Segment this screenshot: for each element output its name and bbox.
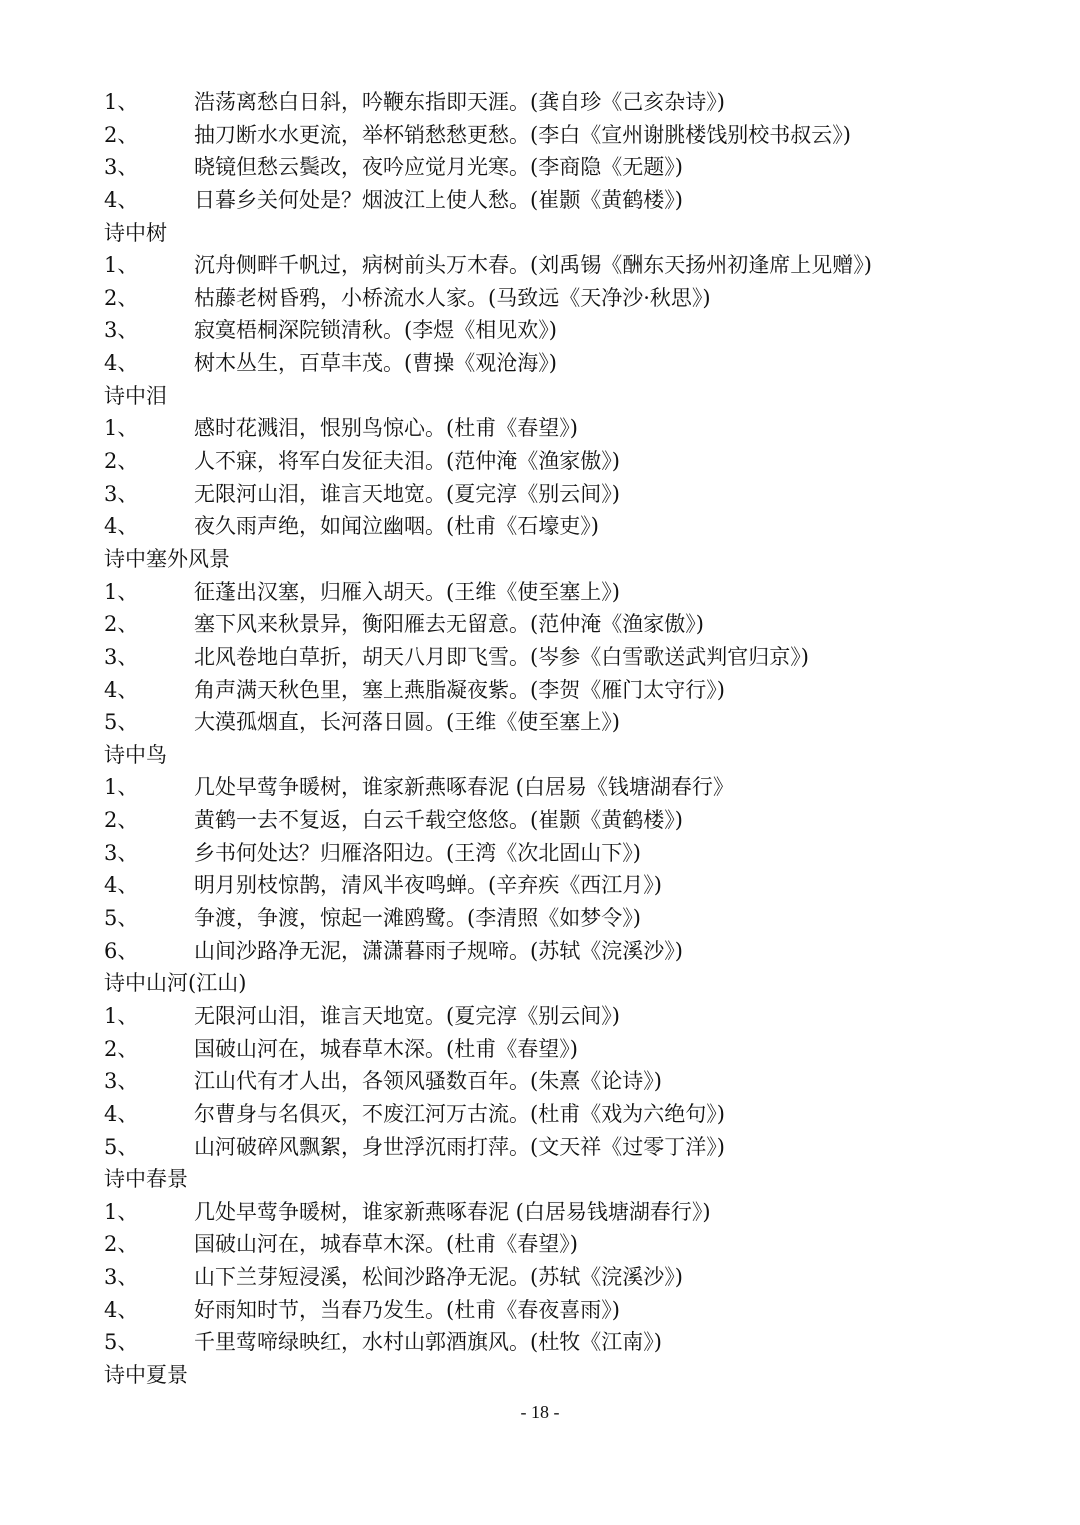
list-item bbox=[104, 935, 1004, 968]
item-number: 4、 bbox=[104, 677, 139, 702]
item-number: 1、 bbox=[104, 1199, 139, 1224]
list-item bbox=[104, 576, 1004, 609]
list-item bbox=[104, 641, 1004, 674]
list-item bbox=[104, 1294, 1004, 1327]
item-number: 4、 bbox=[104, 1297, 139, 1322]
item-number: 2、 bbox=[104, 1036, 139, 1061]
poem-line: 山河破碎风飘絮，身世浮沉雨打萍。(文天祥《过零丁洋》) bbox=[194, 1134, 725, 1159]
poem-line: 几处早莺争暖树，谁家新燕啄春泥 (白居易《钱塘湖春行》 bbox=[194, 775, 734, 800]
item-number: 1、 bbox=[104, 90, 139, 114]
poem-line: 乡书何处达？归雁洛阳边。(王湾《次北固山下》) bbox=[194, 840, 641, 865]
section-heading: 诗中山河(江山) bbox=[104, 971, 247, 996]
section-heading: 诗中树 bbox=[104, 220, 167, 245]
list-item bbox=[104, 869, 1004, 902]
poem-line: 国破山河在，城春草木深。(杜甫《春望》) bbox=[194, 1232, 578, 1257]
poem-line: 千里莺啼绿映红，水村山郭酒旗风。(杜牧《江南》) bbox=[194, 1330, 662, 1355]
poem-line: 大漠孤烟直，长河落日圆。(王维《使至塞上》) bbox=[194, 710, 620, 735]
item-number: 1、 bbox=[104, 775, 139, 800]
item-number: 3、 bbox=[104, 318, 139, 343]
list-item bbox=[104, 1261, 1004, 1294]
poem-line: 争渡，争渡，惊起一滩鸥鹭。(李清照《如梦令》) bbox=[194, 906, 641, 931]
poem-line: 明月别枝惊鹊，清风半夜鸣蝉。(辛弃疾《西江月》) bbox=[194, 873, 662, 898]
poem-line: 日暮乡关何处是？烟波江上使人愁。(崔颢《黄鹤楼》) bbox=[194, 187, 683, 212]
item-number: 3、 bbox=[104, 155, 139, 180]
list-item bbox=[104, 478, 1004, 511]
item-number: 2、 bbox=[104, 612, 139, 637]
poem-line: 树木丛生，百草丰茂。(曹操《观沧海》) bbox=[194, 351, 557, 376]
poem-line: 沉舟侧畔千帆过，病树前头万木春。(刘禹锡《酬东天扬州初逢席上见赠》) bbox=[194, 253, 872, 278]
item-number: 3、 bbox=[104, 1069, 139, 1094]
section-heading: 诗中春景 bbox=[104, 1167, 188, 1192]
list-item bbox=[104, 837, 1004, 870]
item-number: 5、 bbox=[104, 1134, 139, 1159]
item-number: 5、 bbox=[104, 906, 139, 931]
list-item bbox=[104, 771, 1004, 804]
poem-line: 感时花溅泪，恨别鸟惊心。(杜甫《春望》) bbox=[194, 416, 578, 441]
poem-line: 好雨知时节，当春乃发生。(杜甫《春夜喜雨》) bbox=[194, 1297, 620, 1322]
item-number: 4、 bbox=[104, 1101, 139, 1126]
item-number: 4、 bbox=[104, 514, 139, 539]
section-heading: 诗中塞外风景 bbox=[104, 546, 230, 571]
poem-line: 晓镜但愁云鬓改，夜吟应觉月光寒。(李商隐《无题》) bbox=[194, 155, 683, 180]
item-number: 3、 bbox=[104, 840, 139, 865]
item-number: 4、 bbox=[104, 351, 139, 376]
list-item bbox=[104, 282, 1004, 315]
poem-line: 角声满天秋色里，塞上燕脂凝夜紫。(李贺《雁门太守行》) bbox=[194, 677, 725, 702]
section-heading: 诗中鸟 bbox=[104, 742, 167, 767]
list-item bbox=[104, 314, 1004, 347]
poem-line: 人不寐，将军白发征夫泪。(范仲淹《渔家傲》) bbox=[194, 449, 620, 474]
list-item bbox=[104, 1228, 1004, 1261]
item-number: 5、 bbox=[104, 1330, 139, 1355]
list-item bbox=[104, 706, 1004, 739]
list-item bbox=[104, 1326, 1004, 1359]
item-number: 1、 bbox=[104, 416, 139, 441]
item-number: 3、 bbox=[104, 1265, 139, 1290]
list-item bbox=[104, 1033, 1004, 1066]
list-item bbox=[104, 804, 1004, 837]
item-number: 2、 bbox=[104, 808, 139, 833]
list-item bbox=[104, 412, 1004, 445]
list-item bbox=[104, 510, 1004, 543]
poem-line: 山下兰芽短浸溪，松间沙路净无泥。(苏轼《浣溪沙》) bbox=[194, 1265, 683, 1290]
poem-line: 夜久雨声绝，如闻泣幽咽。(杜甫《石壕吏》) bbox=[194, 514, 599, 539]
list-item bbox=[104, 1098, 1004, 1131]
item-number: 1、 bbox=[104, 253, 139, 278]
poem-line: 尔曹身与名俱灭，不废江河万古流。(杜甫《戏为六绝句》) bbox=[194, 1101, 725, 1126]
list-item bbox=[104, 1196, 1004, 1229]
list-item bbox=[104, 608, 1004, 641]
item-number: 2、 bbox=[104, 122, 139, 147]
poem-line: 抽刀断水水更流，举杯销愁愁更愁。(李白《宣州谢朓楼饯别校书叔云》) bbox=[194, 122, 851, 147]
list-item bbox=[104, 445, 1004, 478]
list-item bbox=[104, 151, 1004, 184]
poem-line: 征蓬出汉塞，归雁入胡天。(王维《使至塞上》) bbox=[194, 579, 620, 604]
item-number: 5、 bbox=[104, 710, 139, 735]
poem-line: 寂寞梧桐深院锁清秋。(李煜《相见欢》) bbox=[194, 318, 557, 343]
list-item bbox=[104, 1000, 1004, 1033]
item-number: 1、 bbox=[104, 579, 139, 604]
list-item bbox=[104, 1065, 1004, 1098]
list-item bbox=[104, 674, 1004, 707]
list-item bbox=[104, 119, 1004, 152]
poem-line: 山间沙路净无泥，潇潇暮雨子规啼。(苏轼《浣溪沙》) bbox=[194, 938, 683, 963]
poem-line: 北风卷地白草折，胡天八月即飞雪。(岑参《白雪歌送武判官归京》) bbox=[194, 644, 809, 669]
poem-line: 无限河山泪，谁言天地宽。(夏完淳《别云间》) bbox=[194, 481, 620, 506]
item-number: 6、 bbox=[104, 938, 139, 963]
item-number: 2、 bbox=[104, 1232, 139, 1257]
poem-line: 塞下风来秋景异，衡阳雁去无留意。(范仲淹《渔家傲》) bbox=[194, 612, 704, 637]
list-item bbox=[104, 1131, 1004, 1164]
item-number: 3、 bbox=[104, 481, 139, 506]
list-item bbox=[104, 184, 1004, 217]
poem-line: 浩荡离愁白日斜，吟鞭东指即天涯。(龚自珍《己亥杂诗》) bbox=[194, 90, 725, 114]
section-heading: 诗中泪 bbox=[104, 383, 167, 408]
item-number: 2、 bbox=[104, 449, 139, 474]
section-heading: 诗中夏景 bbox=[104, 1362, 188, 1387]
item-number: 4、 bbox=[104, 187, 139, 212]
list-item bbox=[104, 902, 1004, 935]
list-item bbox=[104, 249, 1004, 282]
item-number: 2、 bbox=[104, 285, 139, 310]
poem-line: 几处早莺争暖树，谁家新燕啄春泥 (白居易钱塘湖春行》) bbox=[194, 1199, 711, 1224]
poem-line: 黄鹤一去不复返，白云千载空悠悠。(崔颢《黄鹤楼》) bbox=[194, 808, 683, 833]
poem-line: 无限河山泪，谁言天地宽。(夏完淳《别云间》) bbox=[194, 1003, 620, 1028]
item-number: 1、 bbox=[104, 1003, 139, 1028]
list-item bbox=[104, 86, 1004, 119]
list-item bbox=[104, 347, 1004, 380]
item-number: 3、 bbox=[104, 644, 139, 669]
poem-line: 国破山河在，城春草木深。(杜甫《春望》) bbox=[194, 1036, 578, 1061]
page-number: - 18 - bbox=[520, 1402, 560, 1422]
poem-line: 枯藤老树昏鸦，小桥流水人家。(马致远《天净沙·秋思》) bbox=[194, 285, 711, 310]
item-number: 4、 bbox=[104, 873, 139, 898]
document-body bbox=[104, 86, 1004, 1392]
poem-line: 江山代有才人出，各领风骚数百年。(朱熹《论诗》) bbox=[194, 1069, 662, 1094]
